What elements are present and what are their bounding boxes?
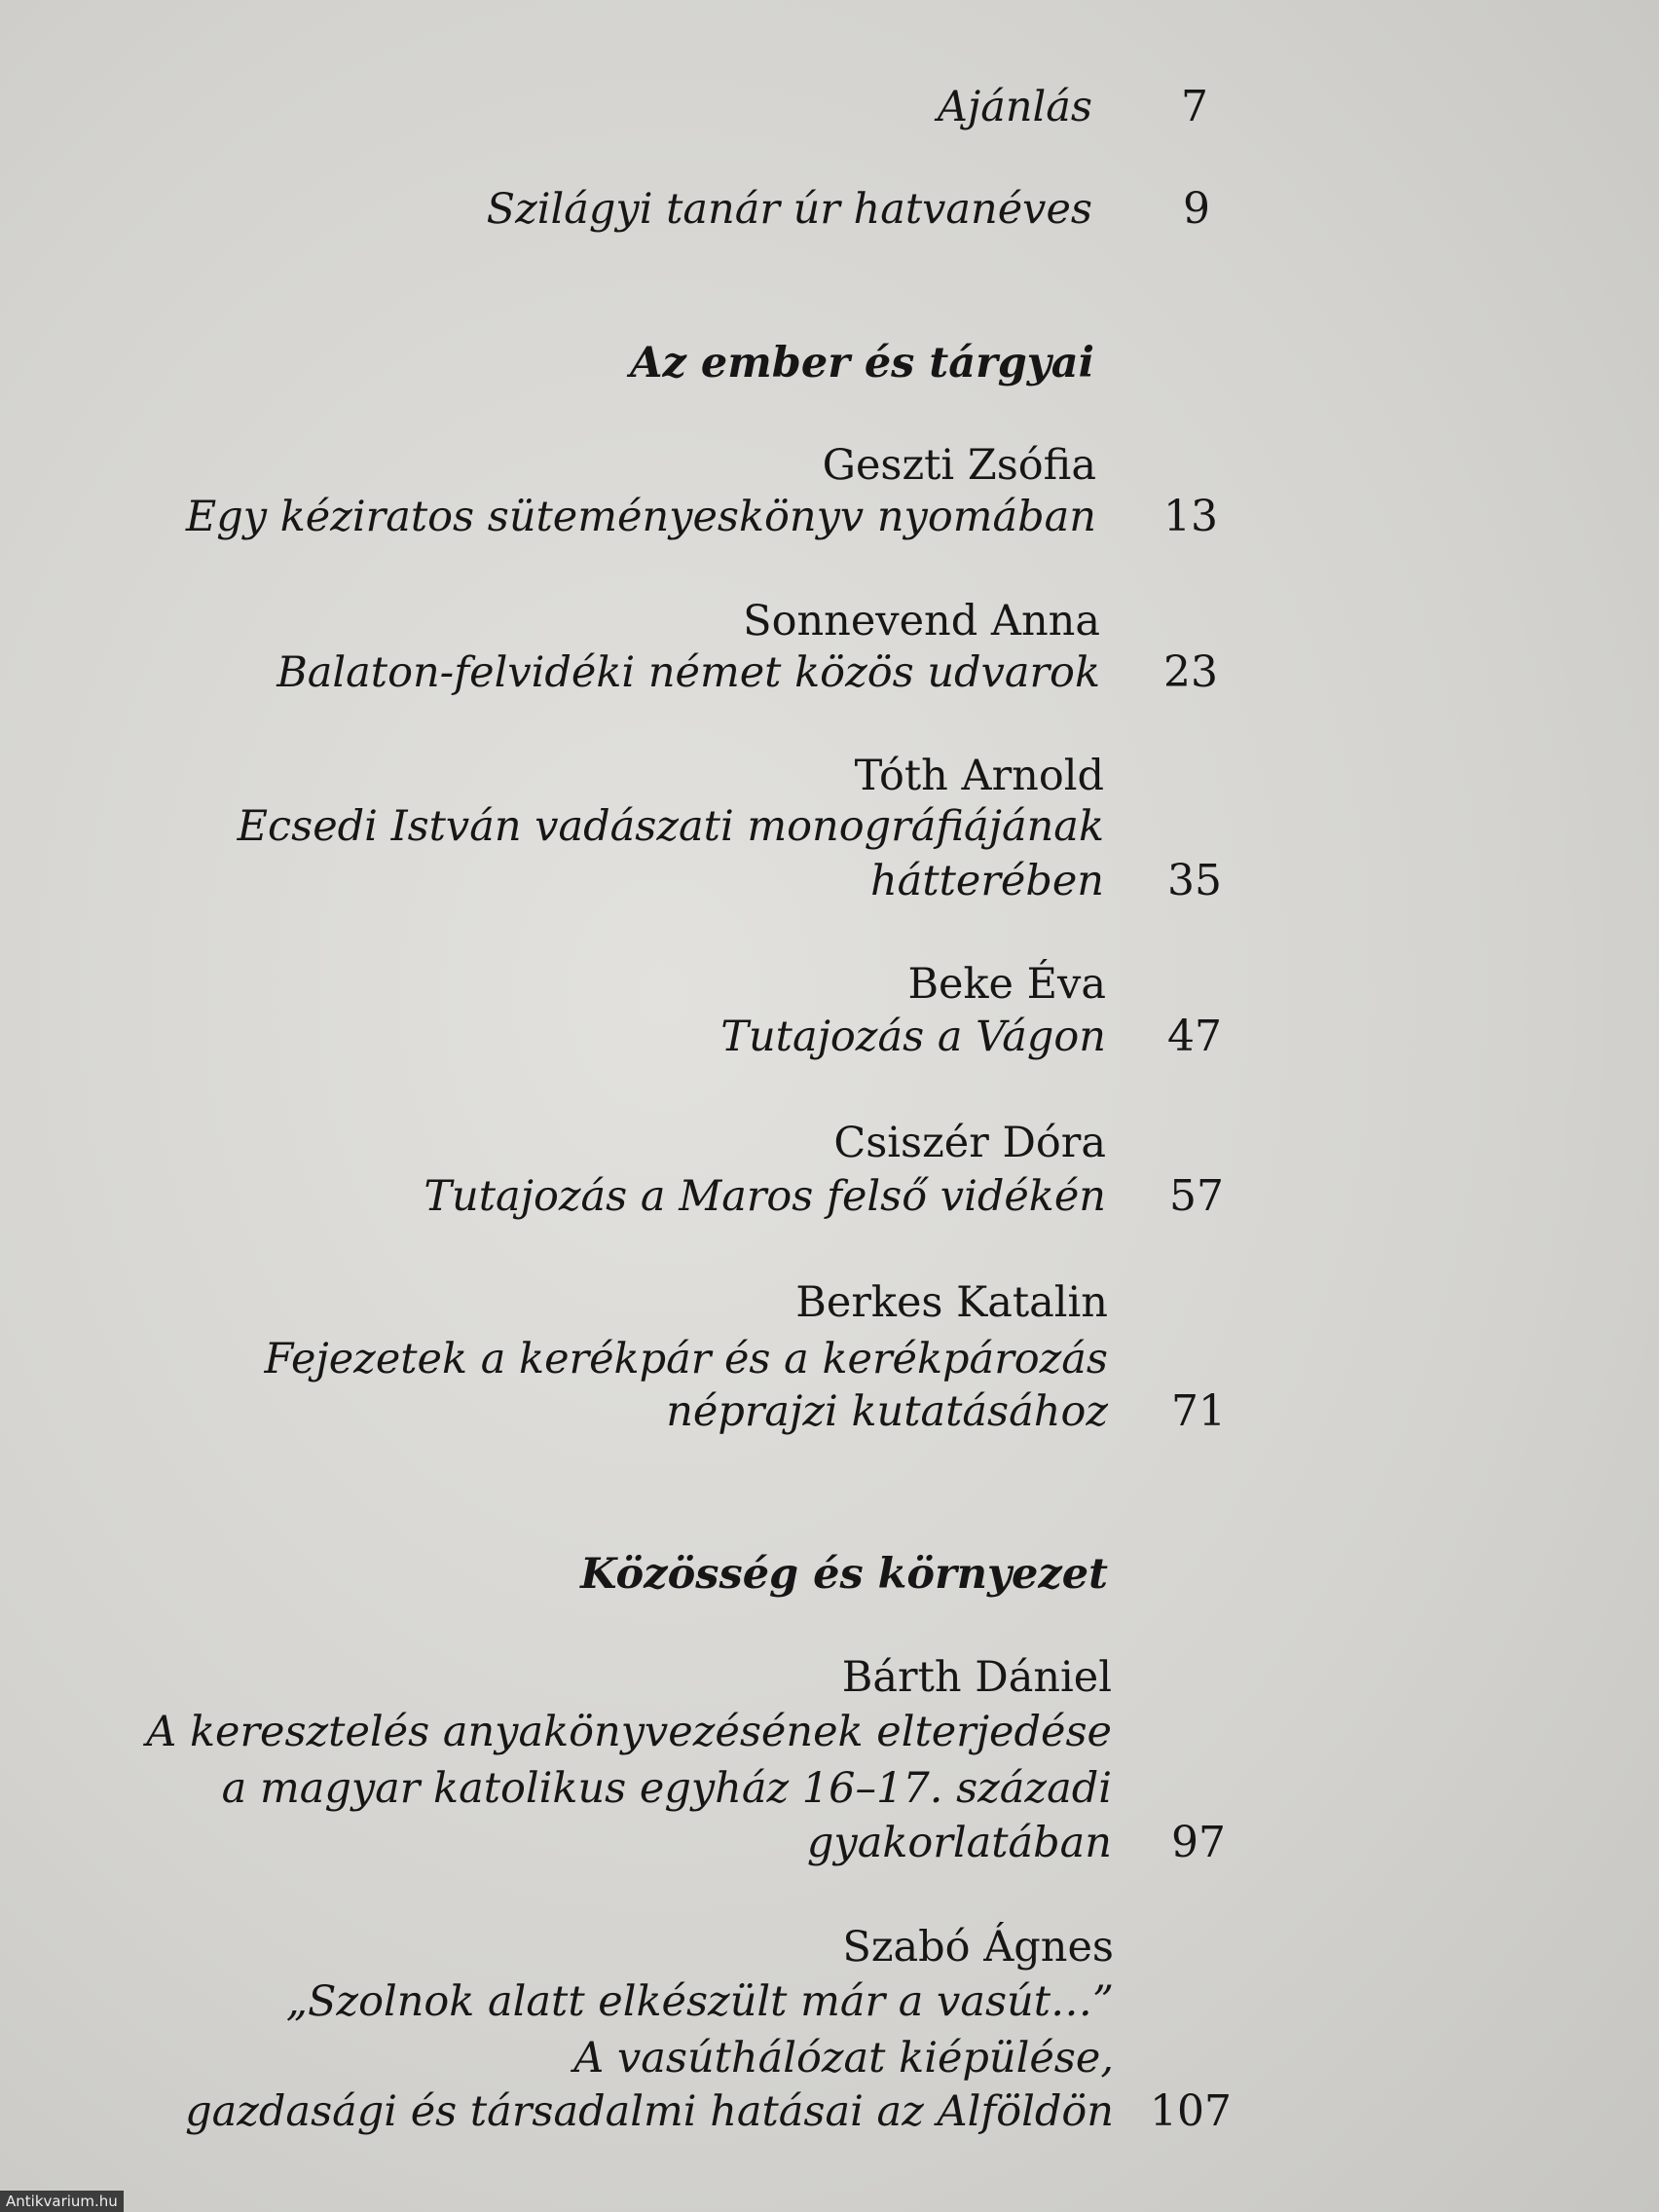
toc-page-number: 35 xyxy=(1167,856,1222,905)
toc-author: Sonnevend Anna xyxy=(743,597,1100,645)
toc-author: Bárth Dániel xyxy=(841,1653,1112,1702)
toc-entry-title: Egy kéziratos süteményeskönyv nyomában xyxy=(185,493,1096,541)
toc-entry-title-continued: néprajzi kutatásához xyxy=(666,1387,1108,1436)
toc-page-number: 107 xyxy=(1150,2086,1232,2136)
toc-entry-title: A keresztelés anyakönyvezésének elterjedése xyxy=(146,1708,1112,1756)
toc-page-number: 7 xyxy=(1181,82,1208,131)
toc-page-number: 13 xyxy=(1163,492,1218,541)
toc-entry-title-continued: hátterében xyxy=(869,857,1104,905)
toc-page-number: 71 xyxy=(1171,1386,1226,1436)
toc-page-number: 23 xyxy=(1163,647,1218,697)
watermark: Antikvarium.hu xyxy=(0,2191,124,2212)
toc-page-number: 9 xyxy=(1183,184,1210,234)
toc-entry-title-continued: gyakorlatában xyxy=(806,1819,1112,1867)
toc-author: Csiszér Dóra xyxy=(833,1119,1106,1167)
toc-page-number: 57 xyxy=(1169,1171,1224,1221)
toc-entry-title: Szilágyi tanár úr hatvanéves xyxy=(486,185,1092,234)
toc-entry-title: Balaton-felvidéki német közös udvarok xyxy=(276,648,1100,697)
toc-author: Szabó Ágnes xyxy=(842,1923,1114,1972)
toc-entry-title: „Szolnok alatt elkészült már a vasút…” xyxy=(285,1977,1114,2026)
toc-entry-title: Tutajozás a Vágon xyxy=(720,1013,1106,1061)
toc-page-number: 97 xyxy=(1171,1818,1226,1867)
toc-author: Berkes Katalin xyxy=(795,1278,1108,1327)
toc-entry-title-continued: a magyar katolikus egyház 16–17. századi xyxy=(221,1764,1112,1813)
toc-author: Geszti Zsófia xyxy=(822,441,1096,490)
toc-entry-title: Ecsedi István vadászati monográfiájának xyxy=(237,802,1104,851)
toc-page-number: 47 xyxy=(1167,1012,1222,1061)
toc-entry-title: Fejezetek a kerékpár és a kerékpározás xyxy=(264,1335,1108,1383)
toc-entry-title: Tutajozás a Maros felső vidékén xyxy=(424,1172,1106,1221)
toc-author: Tóth Arnold xyxy=(854,752,1104,800)
toc-entry-title-continued: gazdasági és társadalmi hatásai az Alföldön xyxy=(185,2087,1114,2136)
section-heading: Közösség és környezet xyxy=(580,1550,1108,1599)
toc-entry-title: Ajánlás xyxy=(937,83,1092,131)
section-heading: Az ember és tárgyai xyxy=(630,339,1094,387)
toc-entry-title-continued: A vasúthálózat kiépülése, xyxy=(573,2034,1114,2083)
toc-author: Beke Éva xyxy=(907,960,1106,1009)
